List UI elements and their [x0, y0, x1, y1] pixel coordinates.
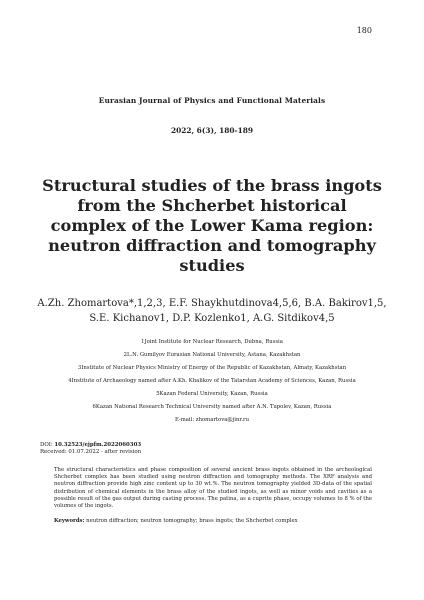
title-line: neutron diffraction and tomography	[48, 236, 376, 255]
email: E-mail: zhomartova@jinr.ru	[175, 417, 249, 423]
affiliation: 4Institute of Archaeology named after A.Kh. Khalikov of the Tatarstan Academy of Sciences, Kazan, Russia	[68, 378, 356, 384]
keywords-label: Keywords:	[54, 518, 85, 524]
received-date: Received: 01.07.2022 - after revision	[40, 449, 142, 455]
affiliations	[0, 336, 424, 427]
title-line: studies	[179, 256, 245, 275]
title-line: Structural studies of the brass ingots	[42, 176, 382, 195]
journal-name: Eurasian Journal of Physics and Functional Materials	[98, 96, 326, 105]
affiliation: 5Kazan Federal University, Kazan, Russia	[156, 391, 268, 397]
title-line: from the Shcherbet historical	[77, 196, 347, 215]
title-line: complex of the Lower Kama region:	[50, 216, 374, 235]
abstract: The structural characteristics and phase composition of several ancient brass ingots obtained in the archeological Shcherbet complex has been studied using neutron diffraction and tomography methods. The XRF analysis and neutron diffraction provide high zinc content up to 30 wt.%. The neutron tomography yielded 3D-data of the spatial distribution of chemical elements in the brass alloy of the studied ingots, as well as minor voids and cavities as a possible result of the gas output during casting process. The patina, as a cuprite phase, occupy volumes to 8 % of the volumes of the ingots.	[54, 467, 372, 510]
doi-block	[40, 442, 141, 456]
keywords-text: neutron diffraction; neutron tomography; brass ingots; the Shcherbet complex	[86, 518, 298, 524]
paper-title	[40, 176, 384, 276]
affiliation: 3Institute of Nuclear Physics Ministry of Energy of the Republic of Kazakhstan, Almaty, Kazakhstan	[77, 365, 347, 371]
doi-link[interactable]: 10.32523/ejpfm.2022060303	[54, 442, 142, 448]
author-line: S.E. Kichanov1, D.P. Kozlenko1, A.G. Sitdikov4,5	[89, 313, 335, 324]
doi-label: DOI:	[40, 442, 53, 448]
affiliation: 2L.N. Gumilyov Eurasian National University, Astana, Kazakhstan	[123, 352, 301, 358]
author-list	[0, 296, 424, 326]
author-line: A.Zh. Zhomartova*,1,2,3, E.F. Shaykhutdinova4,5,6, B.A. Bakirov1,5,	[37, 298, 387, 309]
doi-line	[40, 442, 141, 449]
citation: 2022, 6(3), 180-189	[170, 126, 254, 135]
affiliation: 1Joint Institute for Nuclear Research, Dubna, Russia	[141, 339, 283, 345]
affiliation: 6Kazan National Research Technical University named after A.N. Tupolev, Kazan, Russia	[92, 404, 332, 410]
page-number: 180	[356, 26, 372, 35]
keywords	[54, 518, 372, 524]
